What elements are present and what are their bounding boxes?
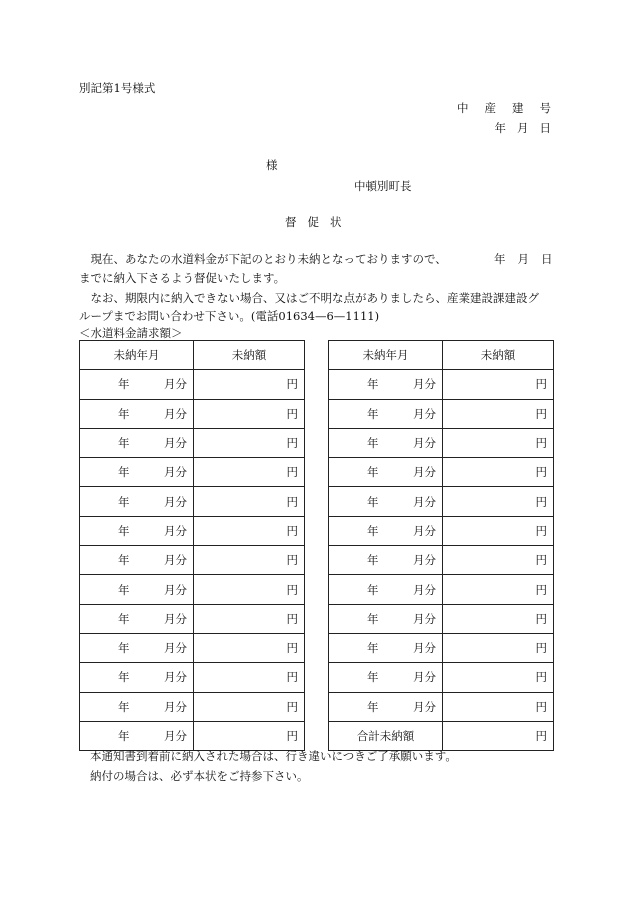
period-cell[interactable] [80, 370, 194, 399]
year-unit: 年 [118, 729, 130, 743]
table-row [329, 458, 554, 487]
amount-cell[interactable] [443, 370, 554, 399]
amount-cell[interactable] [443, 546, 554, 575]
total-amount-cell[interactable] [443, 721, 554, 750]
amount-cell[interactable] [194, 487, 305, 516]
month-unit: 月分 [164, 406, 187, 421]
yen-unit: 円 [535, 553, 547, 568]
month-unit: 月分 [413, 641, 436, 656]
year-unit: 年 [118, 377, 130, 392]
table-row [80, 663, 305, 692]
amount-cell[interactable] [443, 575, 554, 604]
table-header-row [80, 341, 305, 370]
arrears-table-right [328, 340, 554, 751]
period-cell[interactable] [329, 516, 443, 545]
year-unit: 年 [118, 406, 130, 421]
month-unit: 月分 [413, 465, 436, 480]
body-paragraph-1-line-2: までに納入下さるよう督促いたします。 [79, 271, 286, 285]
year-unit: 年 [367, 582, 379, 597]
month-unit: 月分 [164, 377, 187, 392]
amount-cell[interactable] [443, 399, 554, 428]
yen-unit: 円 [535, 465, 547, 480]
header-amount: 未納額 [443, 341, 554, 370]
year-unit: 年 [118, 494, 130, 509]
document-title: 督促状 [285, 215, 353, 229]
year-unit: 年 [118, 611, 130, 626]
period-cell[interactable] [329, 546, 443, 575]
year-unit: 年 [367, 436, 379, 451]
month-unit: 月分 [164, 641, 187, 656]
period-cell[interactable] [80, 428, 194, 457]
period-cell[interactable] [80, 604, 194, 633]
total-label: 合計未納額 [356, 729, 415, 743]
month-unit: 月分 [413, 523, 436, 538]
period-cell[interactable] [329, 487, 443, 516]
period-cell[interactable] [80, 399, 194, 428]
yen-unit: 円 [286, 465, 298, 480]
period-cell[interactable] [329, 633, 443, 662]
amount-cell[interactable] [443, 692, 554, 721]
table-row [329, 487, 554, 516]
period-cell[interactable] [329, 458, 443, 487]
month-unit: 月分 [164, 699, 187, 714]
year-unit: 年 [367, 670, 379, 685]
note-1: 本通知書到着前に納入された場合は、行き違いにつきご了承願います。 [90, 749, 457, 763]
table-row [329, 721, 554, 750]
yen-unit: 円 [286, 582, 298, 597]
month-unit: 月分 [413, 494, 436, 509]
period-cell[interactable] [80, 458, 194, 487]
table-row [80, 516, 305, 545]
month-unit: 月分 [164, 494, 187, 509]
month-unit: 月分 [164, 553, 187, 568]
year-unit: 年 [367, 523, 379, 538]
period-cell[interactable] [80, 575, 194, 604]
table-row [329, 516, 554, 545]
amount-cell[interactable] [443, 604, 554, 633]
month-unit: 月分 [413, 670, 436, 685]
period-cell[interactable] [80, 721, 194, 750]
amount-cell[interactable] [443, 633, 554, 662]
body-paragraph-2-line-2: ループまでお問い合わせ下さい。(電話01634—6—1111) [79, 309, 380, 323]
amount-cell[interactable] [194, 399, 305, 428]
period-cell[interactable] [329, 370, 443, 399]
yen-unit: 円 [286, 611, 298, 626]
month-unit: 月分 [164, 523, 187, 538]
month-unit: 月分 [164, 729, 187, 743]
yen-unit: 円 [535, 641, 547, 656]
form-label: 別記第1号様式 [79, 81, 156, 95]
month-unit: 月分 [164, 670, 187, 685]
yen-unit: 円 [286, 670, 298, 685]
amount-cell[interactable] [194, 370, 305, 399]
amount-cell[interactable] [194, 604, 305, 633]
year-unit: 年 [367, 406, 379, 421]
yen-unit: 円 [535, 729, 547, 743]
period-cell[interactable] [329, 604, 443, 633]
amount-cell[interactable] [443, 516, 554, 545]
yen-unit: 円 [535, 699, 547, 714]
year-unit: 年 [367, 465, 379, 480]
table-row [329, 604, 554, 633]
period-cell[interactable] [329, 575, 443, 604]
yen-unit: 円 [535, 523, 547, 538]
year-unit: 年 [367, 377, 379, 392]
document-date: 年月日 [494, 121, 562, 135]
period-cell[interactable] [329, 663, 443, 692]
month-unit: 月分 [413, 553, 436, 568]
total-label-cell [329, 721, 443, 750]
table-row [80, 370, 305, 399]
year-unit: 年 [118, 436, 130, 451]
yen-unit: 円 [535, 582, 547, 597]
table-row [329, 575, 554, 604]
header-period: 未納年月 [80, 341, 194, 370]
header-period: 未納年月 [329, 341, 443, 370]
month-unit: 月分 [164, 465, 187, 480]
year-unit: 年 [118, 670, 130, 685]
year-unit: 年 [367, 611, 379, 626]
table-row [80, 692, 305, 721]
amount-cell[interactable] [443, 663, 554, 692]
year-unit: 年 [118, 523, 130, 538]
payment-deadline-date: 年月日 [494, 252, 565, 266]
note-2: 納付の場合は、必ず本状をご持参下さい。 [90, 769, 309, 783]
amount-cell[interactable] [443, 487, 554, 516]
amount-cell[interactable] [443, 428, 554, 457]
table-row [80, 487, 305, 516]
sender: 中頓別町長 [354, 179, 412, 193]
table-title: ＜水道料金請求額＞ [79, 326, 183, 340]
period-cell[interactable] [80, 487, 194, 516]
amount-cell[interactable] [194, 516, 305, 545]
amount-cell[interactable] [194, 721, 305, 750]
month-unit: 月分 [413, 582, 436, 597]
yen-unit: 円 [535, 494, 547, 509]
table-row [80, 458, 305, 487]
table-row [329, 633, 554, 662]
table-row [80, 399, 305, 428]
month-unit: 月分 [413, 436, 436, 451]
amount-cell[interactable] [194, 692, 305, 721]
year-unit: 年 [118, 641, 130, 656]
month-unit: 月分 [164, 436, 187, 451]
year-unit: 年 [118, 465, 130, 480]
yen-unit: 円 [286, 406, 298, 421]
amount-cell[interactable] [194, 663, 305, 692]
table-row [80, 604, 305, 633]
amount-cell[interactable] [194, 546, 305, 575]
period-cell[interactable] [329, 692, 443, 721]
addressee: 様 [266, 158, 278, 172]
yen-unit: 円 [286, 494, 298, 509]
table-row [80, 721, 305, 750]
year-unit: 年 [118, 699, 130, 714]
body-paragraph-1-line-1 [79, 251, 447, 267]
table-row [329, 663, 554, 692]
year-unit: 年 [118, 553, 130, 568]
amount-cell[interactable] [443, 458, 554, 487]
header-amount: 未納額 [194, 341, 305, 370]
document-number: 中産建号 [457, 101, 567, 115]
amount-cell[interactable] [194, 575, 305, 604]
year-unit: 年 [118, 582, 130, 597]
period-cell[interactable] [80, 633, 194, 662]
month-unit: 月分 [413, 611, 436, 626]
period-cell[interactable] [80, 692, 194, 721]
arrears-table-left [79, 340, 305, 751]
body-paragraph-2-line-1: なお、期限内に納入できない場合、又はご不明な点がありましたら、産業建設課建設グ [79, 291, 539, 305]
yen-unit: 円 [286, 377, 298, 392]
yen-unit: 円 [286, 436, 298, 451]
yen-unit: 円 [535, 377, 547, 392]
yen-unit: 円 [286, 641, 298, 656]
table-row [329, 546, 554, 575]
table-header-row [329, 341, 554, 370]
yen-unit: 円 [286, 523, 298, 538]
yen-unit: 円 [286, 729, 298, 743]
table-row [80, 633, 305, 662]
table-row [329, 428, 554, 457]
table-row [80, 428, 305, 457]
yen-unit: 円 [535, 611, 547, 626]
yen-unit: 円 [535, 670, 547, 685]
month-unit: 月分 [413, 377, 436, 392]
yen-unit: 円 [535, 436, 547, 451]
body-text: 現在、あなたの水道料金が下記のとおり未納となっておりますので、 [79, 252, 447, 266]
period-cell[interactable] [329, 428, 443, 457]
year-unit: 年 [367, 494, 379, 509]
month-unit: 月分 [413, 406, 436, 421]
amount-cell[interactable] [194, 633, 305, 662]
month-unit: 月分 [164, 582, 187, 597]
table-row [80, 575, 305, 604]
period-cell[interactable] [329, 399, 443, 428]
period-cell[interactable] [80, 516, 194, 545]
table-row [329, 692, 554, 721]
period-cell[interactable] [80, 546, 194, 575]
table-row [329, 399, 554, 428]
year-unit: 年 [367, 641, 379, 656]
table-row [80, 546, 305, 575]
yen-unit: 円 [286, 553, 298, 568]
month-unit: 月分 [164, 611, 187, 626]
table-row [329, 370, 554, 399]
year-unit: 年 [367, 699, 379, 714]
year-unit: 年 [367, 553, 379, 568]
yen-unit: 円 [535, 406, 547, 421]
amount-cell[interactable] [194, 428, 305, 457]
period-cell[interactable] [80, 663, 194, 692]
yen-unit: 円 [286, 699, 298, 714]
month-unit: 月分 [413, 699, 436, 714]
amount-cell[interactable] [194, 458, 305, 487]
